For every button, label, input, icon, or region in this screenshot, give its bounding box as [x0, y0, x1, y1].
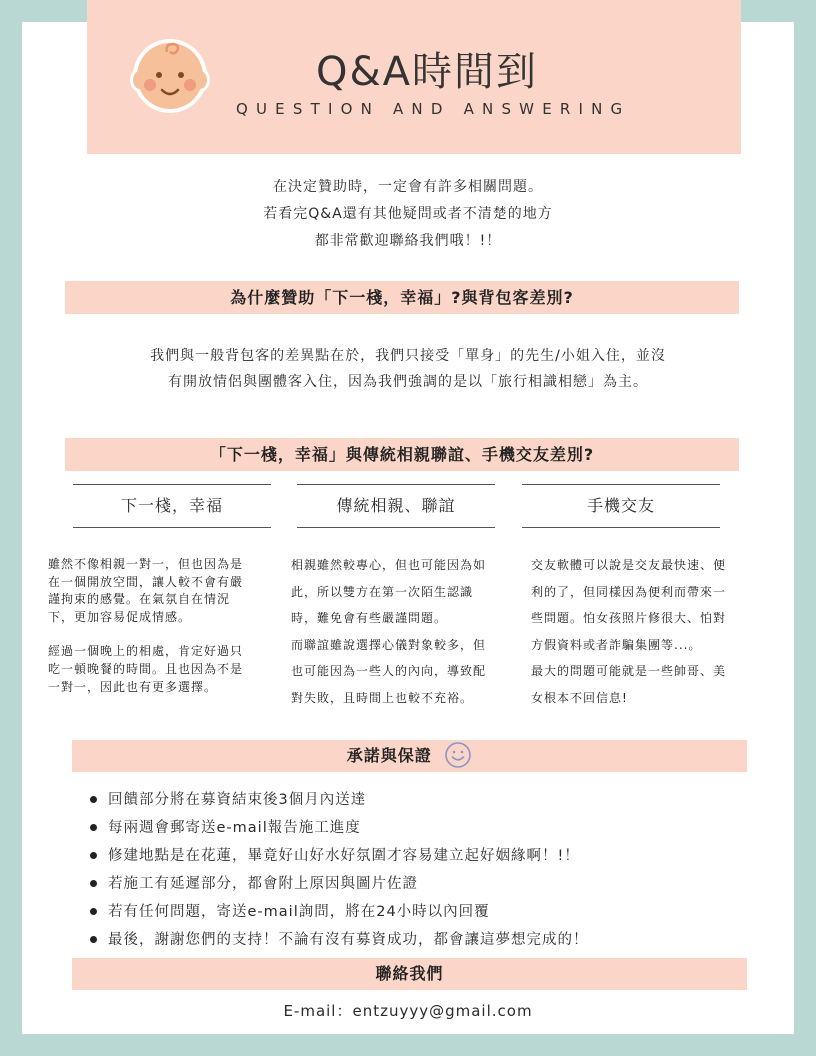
section-heading-comparison: 「下一棧，幸福」與傳統相親聯誼、手機交友差別?	[65, 438, 739, 471]
column-title-inn: 下一棧，幸福	[73, 484, 271, 528]
section-why-text	[0, 343, 816, 395]
intro-text	[0, 174, 816, 255]
column-title-traditional: 傳統相親、聯誼	[297, 484, 495, 528]
section-heading-promise	[72, 740, 747, 772]
column-paragraph: 雖然不像相親一對一，但也因為是 在一個開放空間，讓人較不會有嚴 謹拘束的感覺。在氣氛自在情況 下，更加容易促成情感。	[48, 557, 244, 624]
list-item: 若有任何問題，寄送e-mail詢問，將在24小時以內回覆	[88, 898, 748, 926]
column-title-app: 手機交友	[522, 484, 720, 528]
intro-line: 若看完Q&A還有其他疑問或者不清楚的地方	[263, 206, 553, 222]
paragraph-line: 有開放情侶與團體客入住，因為我們強調的是以「旅行相識相戀」為主。	[168, 374, 648, 390]
column-paragraph: 經過一個晚上的相處，肯定好過只 吃一頓晚餐的時間。且也因為不是 一對一，因此也有更多選擇。	[48, 644, 244, 694]
intro-line: 都非常歡迎聯絡我們哦！!！	[314, 233, 502, 249]
section-heading-why: 為什麼贊助「下一棧，幸福」?與背包客差別?	[65, 281, 739, 314]
intro-line: 在決定贊助時，一定會有許多相關問題。	[273, 179, 543, 195]
list-item: 若施工有延遲部分，都會附上原因與圖片佐證	[88, 870, 748, 898]
section-heading-promise-label: 承諾與保證	[346, 746, 432, 765]
baby-face-icon	[120, 38, 220, 114]
list-item: 回饋部分將在募資結束後3個月內送達	[88, 786, 748, 814]
column-text-traditional: 相親雖然較專心，但也可能因為如 此，所以雙方在第一次陌生認識 時，難免會有些嚴謹問題。 而聯誼雖說選擇心儀對象較多，但 也可能因為一些人的內向，導致配 對失敗，且時間上也較不充裕。	[291, 558, 487, 705]
page-subtitle: QUESTION AND ANSWERING	[236, 100, 631, 118]
list-item: 每兩週會郵寄送e-mail報告施工進度	[88, 814, 748, 842]
promise-list	[88, 786, 748, 954]
section-heading-contact: 聯絡我們	[72, 958, 747, 990]
page-title: Q&A時間到	[316, 49, 539, 95]
list-item: 修建地點是在花蓮，畢竟好山好水好氛圍才容易建立起好姻緣啊！!！	[88, 842, 748, 870]
list-item: 最後，謝謝您們的支持！不論有沒有募資成功，都會讓這夢想完成的！	[88, 926, 748, 954]
column-text-app: 交友軟體可以說是交友最快速、便 利的了，但同樣因為便利而帶來一 些問題。怕女孩照片修很大、怕對 方假資料或者詐騙集團等...。 最大的問題可能就是一些帥哥、美 女根本不回信息!	[531, 558, 727, 705]
paragraph-line: 我們與一般背包客的差異點在於，我們只接受「單身」的先生/小姐入住，並沒	[150, 348, 666, 364]
contact-email[interactable]: E-mail：entzuyyy@gmail.com	[283, 1002, 533, 1020]
column-text-inn	[48, 556, 268, 696]
smiley-icon	[444, 741, 472, 769]
